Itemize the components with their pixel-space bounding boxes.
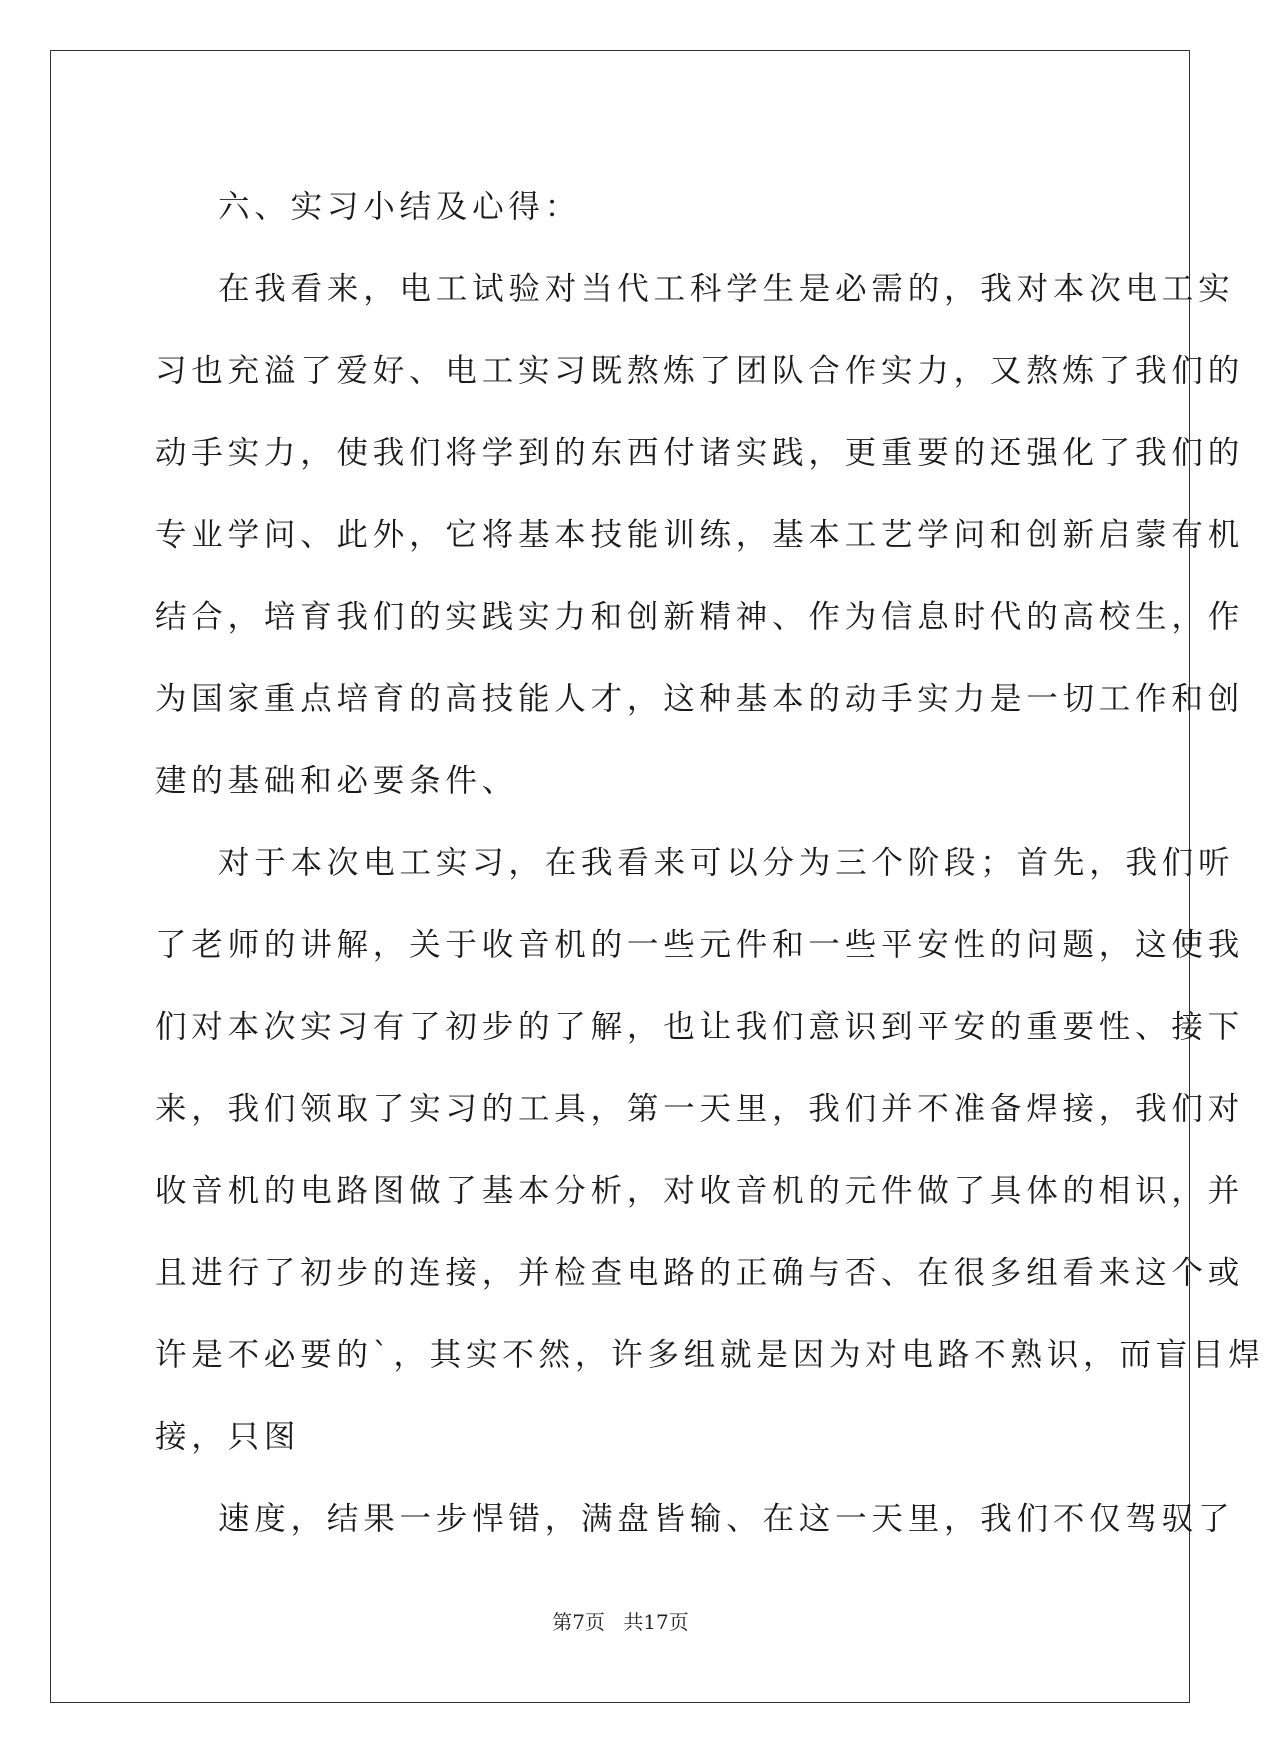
paragraph-line: 在我看来，电工试验对当代工科学生是必需的，我对本次电工实 xyxy=(218,271,1235,307)
paragraph-line: 专业学问、此外，它将基本技能训练，基本工艺学问和创新启蒙有机 xyxy=(155,517,1245,553)
paragraph-line: 许是不必要的`，其实不然，许多组就是因为对电路不熟识，而盲目焊 xyxy=(155,1337,1265,1373)
paragraph-line: 对于本次电工实习，在我看来可以分为三个阶段；首先，我们听 xyxy=(218,845,1235,881)
page-footer xyxy=(0,1606,1241,1635)
paragraph-line: 收音机的电路图做了基本分析，对收音机的元件做了具体的相识，并 xyxy=(155,1173,1245,1209)
paragraph-line: 了老师的讲解，关于收音机的一些元件和一些平安性的问题，这使我 xyxy=(155,927,1245,963)
paragraph-line: 结合，培育我们的实践实力和创新精神、作为信息时代的高校生，作 xyxy=(155,599,1245,635)
page-number: 第7页 xyxy=(552,1610,605,1634)
page-total: 共17页 xyxy=(623,1610,689,1634)
paragraph-line: 为国家重点培育的高技能人才，这种基本的动手实力是一切工作和创 xyxy=(155,681,1245,717)
document-body xyxy=(155,166,1265,1560)
paragraph-line: 动手实力，使我们将学到的东西付诸实践，更重要的还强化了我们的 xyxy=(155,435,1245,471)
paragraph-line: 习也充溢了爱好、电工实习既熬炼了团队合作实力，又熬炼了我们的 xyxy=(155,353,1245,389)
paragraph-line: 且进行了初步的连接，并检查电路的正确与否、在很多组看来这个或 xyxy=(155,1255,1245,1291)
paragraph-line: 接，只图 xyxy=(155,1419,301,1455)
paragraph-line: 速度，结果一步悍错，满盘皆输、在这一天里，我们不仅驾驭了 xyxy=(218,1501,1235,1537)
paragraph-line: 们对本次实习有了初步的了解，也让我们意识到平安的重要性、接下 xyxy=(155,1009,1245,1045)
paragraph-line: 来，我们领取了实习的工具，第一天里，我们并不准备焊接，我们对 xyxy=(155,1091,1245,1127)
paragraph-line: 建的基础和必要条件、 xyxy=(155,763,519,799)
section-heading: 六、实习小结及心得： xyxy=(218,189,582,225)
